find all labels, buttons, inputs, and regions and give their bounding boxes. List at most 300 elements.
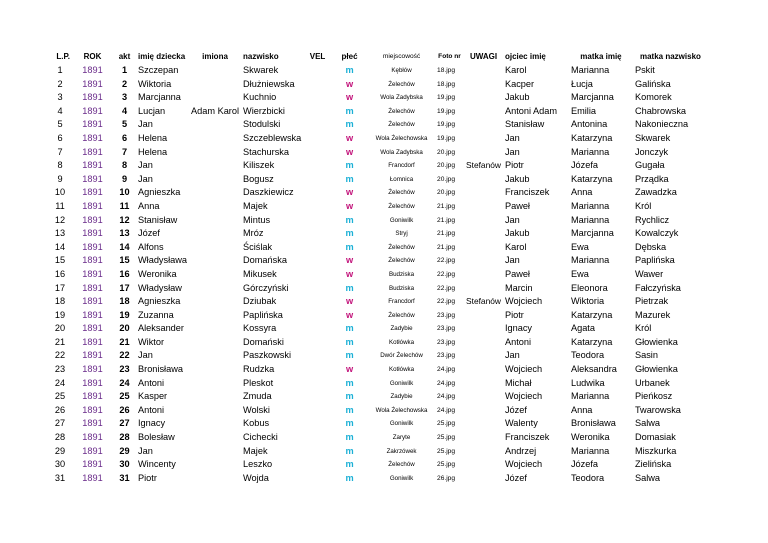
cell-miejscowosc[interactable]: Wola Zadybska	[380, 148, 423, 156]
cell-miejscowosc[interactable]: Goniwilk	[389, 420, 414, 428]
cell-akt[interactable]: 1	[121, 65, 128, 75]
cell-vel[interactable]	[304, 445, 331, 459]
cell-matka-nazwisko[interactable]: Chabrowska	[634, 105, 687, 116]
cell-foto[interactable]: 26.jpg	[437, 474, 455, 482]
header-nazwisko[interactable]: nazwisko	[243, 52, 279, 61]
cell-akt[interactable]: 25	[119, 391, 130, 402]
cell-lp[interactable]: 31	[54, 472, 66, 483]
cell-rok[interactable]: 1891	[82, 459, 103, 470]
cell-imie[interactable]: Stanisław	[138, 214, 178, 225]
cell-foto[interactable]: 21.jpg	[437, 202, 455, 210]
cell-ojciec[interactable]: Józef	[504, 472, 527, 483]
cell-miejscowosc[interactable]: Budziska	[388, 270, 415, 278]
cell-akt[interactable]: 2	[121, 78, 128, 89]
cell-imie[interactable]: Aleksander	[138, 323, 184, 334]
cell-nazwisko[interactable]: Majek	[243, 200, 268, 211]
cell-matka-imie[interactable]: Katarzyna	[570, 309, 613, 320]
cell-ojciec[interactable]: Jakub	[504, 92, 530, 103]
cell-uwagi[interactable]	[464, 309, 503, 323]
cell-matka-imie[interactable]: Józefa	[570, 160, 599, 171]
cell-lp[interactable]: 10	[54, 187, 66, 198]
cell-plec[interactable]: m	[345, 459, 354, 470]
cell-vel[interactable]	[304, 91, 331, 105]
header-lp[interactable]: L.P.	[56, 52, 70, 61]
cell-ojciec[interactable]: Jan	[504, 146, 520, 157]
cell-imiona[interactable]	[189, 377, 241, 391]
cell-imiona[interactable]	[189, 186, 241, 200]
cell-matka-nazwisko[interactable]: Fałczyńska	[634, 282, 681, 293]
cell-uwagi[interactable]	[464, 227, 503, 241]
cell-lp[interactable]: 30	[54, 459, 66, 470]
cell-vel[interactable]	[304, 78, 331, 92]
cell-vel[interactable]	[304, 214, 331, 228]
cell-matka-nazwisko[interactable]: Pskit	[634, 65, 655, 75]
cell-plec[interactable]: w	[345, 187, 354, 198]
cell-imiona[interactable]	[189, 282, 241, 296]
cell-plec[interactable]: m	[345, 65, 354, 75]
cell-imie[interactable]: Helena	[138, 146, 168, 157]
cell-foto[interactable]: 20.jpg	[437, 189, 455, 197]
cell-nazwisko[interactable]: Stachurska	[243, 146, 289, 157]
cell-plec[interactable]: m	[345, 282, 354, 293]
cell-lp[interactable]: 12	[54, 214, 66, 225]
cell-foto[interactable]: 23.jpg	[437, 325, 455, 333]
cell-imie[interactable]: Władysława	[138, 255, 188, 266]
cell-akt[interactable]: 21	[119, 336, 130, 347]
cell-matka-nazwisko[interactable]: Król	[634, 323, 652, 334]
cell-vel[interactable]	[304, 200, 331, 214]
cell-ojciec[interactable]: Kacper	[504, 78, 535, 89]
cell-akt[interactable]: 27	[119, 418, 130, 429]
cell-matka-nazwisko[interactable]: Salwa	[634, 418, 660, 429]
cell-imie[interactable]: Szczepan	[138, 65, 179, 75]
cell-matka-nazwisko[interactable]: Kowalczyk	[634, 228, 679, 239]
cell-foto[interactable]: 22.jpg	[437, 298, 455, 306]
cell-imiona[interactable]	[189, 268, 241, 282]
cell-matka-nazwisko[interactable]: Głowienka	[634, 364, 678, 375]
cell-ojciec[interactable]: Piotr	[504, 309, 524, 320]
cell-imiona[interactable]	[189, 173, 241, 187]
cell-uwagi[interactable]	[464, 91, 503, 105]
cell-imie[interactable]: Jan	[138, 173, 153, 184]
cell-imie[interactable]: Józef	[138, 228, 160, 239]
header-ojciec[interactable]: ojciec imię	[504, 52, 546, 61]
cell-nazwisko[interactable]: Pleskot	[243, 377, 274, 388]
cell-rok[interactable]: 1891	[82, 92, 103, 103]
cell-ojciec[interactable]: Jakub	[504, 228, 530, 239]
cell-rok[interactable]: 1891	[82, 336, 103, 347]
cell-foto[interactable]: 25.jpg	[437, 461, 455, 469]
cell-lp[interactable]: 2	[57, 78, 63, 89]
cell-plec[interactable]: m	[345, 241, 354, 252]
cell-imiona[interactable]	[189, 200, 241, 214]
cell-ojciec[interactable]: Franciszek	[504, 432, 550, 443]
cell-rok[interactable]: 1891	[82, 78, 103, 89]
cell-lp[interactable]: 24	[54, 377, 66, 388]
cell-plec[interactable]: m	[345, 105, 354, 116]
cell-imie[interactable]: Jan	[138, 160, 153, 171]
cell-plec[interactable]: m	[345, 160, 354, 171]
cell-lp[interactable]: 26	[54, 404, 66, 415]
cell-akt[interactable]: 6	[121, 132, 128, 143]
cell-foto[interactable]: 20.jpg	[437, 148, 455, 156]
cell-imiona[interactable]	[189, 132, 241, 146]
cell-matka-nazwisko[interactable]: Domasiak	[634, 432, 676, 443]
cell-akt[interactable]: 17	[119, 282, 130, 293]
cell-vel[interactable]	[304, 64, 331, 78]
header-rok[interactable]: ROK	[83, 52, 102, 61]
cell-plec[interactable]: m	[345, 404, 354, 415]
cell-vel[interactable]	[304, 336, 331, 350]
cell-uwagi[interactable]	[464, 78, 503, 92]
cell-rok[interactable]: 1891	[82, 119, 103, 130]
cell-imiona[interactable]	[189, 146, 241, 160]
cell-vel[interactable]	[304, 241, 331, 255]
cell-rok[interactable]: 1891	[82, 432, 103, 443]
cell-foto[interactable]: 22.jpg	[437, 284, 455, 292]
cell-imie[interactable]: Anna	[138, 200, 160, 211]
cell-matka-imie[interactable]: Antonina	[570, 119, 608, 130]
cell-rok[interactable]: 1891	[82, 282, 103, 293]
cell-matka-imie[interactable]: Bronisława	[570, 418, 616, 429]
cell-plec[interactable]: m	[345, 418, 354, 429]
header-uwagi[interactable]: UWAGI	[469, 52, 498, 61]
cell-ojciec[interactable]: Wojciech	[504, 391, 543, 402]
cell-vel[interactable]	[304, 159, 331, 173]
cell-lp[interactable]: 8	[57, 160, 63, 171]
cell-matka-nazwisko[interactable]: Prządka	[634, 173, 669, 184]
cell-lp[interactable]: 5	[57, 119, 63, 130]
cell-akt[interactable]: 14	[119, 241, 130, 252]
cell-nazwisko[interactable]: Dłużniewska	[243, 78, 295, 89]
cell-foto[interactable]: 25.jpg	[437, 434, 455, 442]
cell-foto[interactable]: 24.jpg	[437, 393, 455, 401]
cell-imiona[interactable]	[189, 64, 241, 78]
cell-plec[interactable]: w	[345, 132, 354, 143]
cell-vel[interactable]	[304, 417, 331, 431]
cell-uwagi[interactable]	[464, 118, 503, 132]
cell-matka-nazwisko[interactable]: Głowienka	[634, 336, 678, 347]
cell-uwagi[interactable]	[464, 322, 503, 336]
cell-plec[interactable]: m	[345, 391, 354, 402]
cell-miejscowosc[interactable]: Francdorf	[388, 298, 415, 306]
cell-lp[interactable]: 4	[57, 105, 63, 116]
cell-miejscowosc[interactable]: Goniwilk	[389, 216, 414, 224]
cell-lp[interactable]: 22	[54, 350, 66, 361]
cell-matka-nazwisko[interactable]: Dębska	[634, 241, 667, 252]
cell-foto[interactable]: 22.jpg	[437, 257, 455, 265]
cell-matka-nazwisko[interactable]: Rychlicz	[634, 214, 670, 225]
cell-matka-nazwisko[interactable]: Sasin	[634, 350, 658, 361]
cell-matka-nazwisko[interactable]: Pieńkosz	[634, 391, 673, 402]
cell-imie[interactable]: Agnieszka	[138, 296, 181, 307]
cell-ojciec[interactable]: Wojciech	[504, 296, 543, 307]
cell-matka-nazwisko[interactable]: Skwarek	[634, 132, 671, 143]
cell-nazwisko[interactable]: Mikusek	[243, 268, 277, 279]
cell-akt[interactable]: 16	[119, 268, 130, 279]
cell-nazwisko[interactable]: Leszko	[243, 459, 273, 470]
cell-ojciec[interactable]: Józef	[504, 404, 527, 415]
cell-foto[interactable]: 19.jpg	[437, 107, 455, 115]
cell-uwagi[interactable]	[464, 132, 503, 146]
cell-miejscowosc[interactable]: Żelechów	[388, 107, 415, 115]
cell-matka-imie[interactable]: Marianna	[570, 65, 610, 75]
cell-imie[interactable]: Marcjanna	[138, 92, 181, 103]
cell-lp[interactable]: 3	[57, 92, 63, 103]
cell-imiona[interactable]	[189, 458, 241, 472]
cell-matka-imie[interactable]: Katarzyna	[570, 173, 613, 184]
cell-akt[interactable]: 3	[121, 92, 128, 103]
cell-matka-imie[interactable]: Anna	[570, 187, 593, 198]
cell-miejscowosc[interactable]: Kębłów	[391, 67, 412, 74]
cell-uwagi[interactable]	[464, 472, 503, 486]
cell-matka-imie[interactable]: Marianna	[570, 200, 610, 211]
cell-imiona[interactable]	[189, 390, 241, 404]
cell-miejscowosc[interactable]: Żelechów	[388, 80, 415, 88]
cell-miejscowosc[interactable]: Goniwilk	[389, 474, 414, 482]
cell-lp[interactable]: 14	[54, 241, 66, 252]
cell-akt[interactable]: 24	[119, 377, 130, 388]
cell-lp[interactable]: 19	[54, 309, 66, 320]
cell-uwagi[interactable]: Stefanów	[466, 160, 501, 171]
cell-akt[interactable]: 22	[119, 350, 130, 361]
cell-rok[interactable]: 1891	[82, 255, 103, 266]
cell-ojciec[interactable]: Wojciech	[504, 364, 543, 375]
cell-imie[interactable]: Władysław	[138, 282, 182, 293]
cell-imiona[interactable]	[189, 254, 241, 268]
cell-miejscowosc[interactable]: Zadybie	[390, 325, 413, 333]
cell-imiona[interactable]	[189, 214, 241, 228]
cell-plec[interactable]: w	[345, 296, 354, 307]
cell-imie[interactable]: Weronika	[138, 268, 177, 279]
cell-imie[interactable]: Antoni	[138, 404, 165, 415]
cell-lp[interactable]: 6	[57, 132, 63, 143]
cell-imiona[interactable]	[189, 159, 241, 173]
cell-ojciec[interactable]: Wojciech	[504, 459, 543, 470]
cell-plec[interactable]: m	[345, 228, 354, 239]
cell-miejscowosc[interactable]: Żelechów	[388, 202, 415, 210]
cell-plec[interactable]: m	[345, 323, 354, 334]
cell-uwagi[interactable]	[464, 282, 503, 296]
cell-vel[interactable]	[304, 295, 331, 309]
cell-akt[interactable]: 11	[119, 200, 130, 211]
cell-lp[interactable]: 9	[57, 173, 63, 184]
cell-foto[interactable]: 23.jpg	[437, 338, 455, 346]
cell-rok[interactable]: 1891	[82, 472, 103, 483]
cell-lp[interactable]: 1	[57, 65, 63, 75]
cell-matka-imie[interactable]: Marianna	[570, 445, 610, 456]
cell-plec[interactable]: m	[345, 445, 354, 456]
cell-ojciec[interactable]: Andrzej	[504, 445, 537, 456]
cell-matka-nazwisko[interactable]: Twarowska	[634, 404, 681, 415]
cell-lp[interactable]: 27	[54, 418, 66, 429]
cell-imiona[interactable]	[189, 336, 241, 350]
cell-uwagi[interactable]	[464, 349, 503, 363]
cell-imie[interactable]: Kasper	[138, 391, 168, 402]
cell-nazwisko[interactable]: Daszkiewicz	[243, 187, 294, 198]
cell-rok[interactable]: 1891	[82, 146, 103, 157]
cell-akt[interactable]: 18	[119, 296, 130, 307]
cell-imie[interactable]: Antoni	[138, 377, 165, 388]
cell-uwagi[interactable]	[464, 390, 503, 404]
cell-rok[interactable]: 1891	[82, 132, 103, 143]
cell-plec[interactable]: m	[345, 336, 354, 347]
cell-lp[interactable]: 7	[57, 146, 63, 157]
cell-ojciec[interactable]: Piotr	[504, 160, 524, 171]
cell-plec[interactable]: w	[345, 92, 354, 103]
cell-akt[interactable]: 4	[121, 105, 128, 116]
cell-foto[interactable]: 19.jpg	[437, 121, 455, 129]
cell-vel[interactable]	[304, 363, 331, 377]
cell-miejscowosc[interactable]: Żelechów	[388, 311, 415, 319]
cell-plec[interactable]: m	[345, 377, 354, 388]
cell-matka-nazwisko[interactable]: Nakonieczna	[634, 119, 689, 130]
cell-lp[interactable]: 18	[54, 296, 66, 307]
cell-matka-imie[interactable]: Teodora	[570, 472, 605, 483]
cell-rok[interactable]: 1891	[82, 418, 103, 429]
cell-imie[interactable]: Piotr	[138, 472, 157, 483]
cell-matka-imie[interactable]: Aleksandra	[570, 364, 617, 375]
cell-nazwisko[interactable]: Dziubak	[243, 296, 277, 307]
cell-nazwisko[interactable]: Kobus	[243, 418, 270, 429]
cell-rok[interactable]: 1891	[82, 268, 103, 279]
header-matka-imie[interactable]: matka imię	[580, 52, 622, 61]
cell-ojciec[interactable]: Paweł	[504, 268, 530, 279]
cell-uwagi[interactable]	[464, 377, 503, 391]
cell-rok[interactable]: 1891	[82, 377, 103, 388]
cell-plec[interactable]: w	[345, 364, 354, 375]
header-akt[interactable]: akt	[118, 52, 131, 61]
cell-imiona[interactable]	[189, 472, 241, 486]
cell-miejscowosc[interactable]: Budziska	[388, 284, 415, 292]
cell-nazwisko[interactable]: Szczeblewska	[243, 132, 302, 143]
cell-lp[interactable]: 16	[54, 268, 66, 279]
cell-imiona[interactable]	[189, 363, 241, 377]
cell-matka-nazwisko[interactable]: Gugała	[634, 160, 665, 171]
cell-rok[interactable]: 1891	[82, 160, 103, 171]
cell-matka-imie[interactable]: Emilia	[570, 105, 596, 116]
cell-vel[interactable]	[304, 105, 331, 119]
cell-nazwisko[interactable]: Domańska	[243, 255, 287, 266]
cell-matka-imie[interactable]: Marianna	[570, 391, 610, 402]
cell-miejscowosc[interactable]: Zakrzówek	[386, 447, 417, 455]
cell-vel[interactable]	[304, 458, 331, 472]
cell-nazwisko[interactable]: Zmuda	[243, 391, 272, 402]
cell-akt[interactable]: 12	[119, 214, 130, 225]
cell-akt[interactable]: 9	[121, 173, 128, 184]
cell-rok[interactable]: 1891	[82, 228, 103, 239]
cell-rok[interactable]: 1891	[82, 200, 103, 211]
header-vel[interactable]: VEL	[309, 52, 326, 61]
cell-lp[interactable]: 25	[54, 391, 66, 402]
cell-matka-nazwisko[interactable]: Galińska	[634, 78, 671, 89]
cell-nazwisko[interactable]: Wojda	[243, 472, 269, 483]
cell-nazwisko[interactable]: Bogusz	[243, 173, 274, 184]
cell-lp[interactable]: 23	[54, 364, 66, 375]
cell-nazwisko[interactable]: Stodulski	[243, 119, 281, 130]
cell-foto[interactable]: 20.jpg	[437, 162, 455, 170]
cell-miejscowosc[interactable]: Stryj	[395, 230, 408, 238]
cell-nazwisko[interactable]: Mintus	[243, 214, 271, 225]
cell-vel[interactable]	[304, 322, 331, 336]
cell-imiona[interactable]	[189, 309, 241, 323]
cell-matka-imie[interactable]: Katarzyna	[570, 132, 613, 143]
header-matka-nazwisko[interactable]: matka nazwisko	[639, 52, 701, 61]
cell-akt[interactable]: 13	[119, 228, 130, 239]
cell-uwagi[interactable]	[464, 241, 503, 255]
cell-matka-imie[interactable]: Wiktoria	[570, 296, 605, 307]
cell-nazwisko[interactable]: Paszkowski	[243, 350, 292, 361]
cell-uwagi[interactable]	[464, 64, 503, 78]
cell-uwagi[interactable]	[464, 268, 503, 282]
cell-imie[interactable]: Wiktor	[138, 336, 165, 347]
cell-matka-imie[interactable]: Teodora	[570, 350, 605, 361]
cell-uwagi[interactable]	[464, 363, 503, 377]
cell-plec[interactable]: w	[345, 200, 354, 211]
cell-foto[interactable]: 19.jpg	[437, 134, 455, 142]
cell-rok[interactable]: 1891	[82, 105, 103, 116]
cell-vel[interactable]	[304, 377, 331, 391]
header-miejscowosc[interactable]: miejscowość	[382, 53, 421, 60]
cell-uwagi[interactable]	[464, 105, 503, 119]
cell-miejscowosc[interactable]: Żelechów	[388, 243, 415, 251]
cell-uwagi[interactable]	[464, 200, 503, 214]
cell-miejscowosc[interactable]: Żelechów	[388, 189, 415, 197]
cell-akt[interactable]: 10	[119, 187, 130, 198]
cell-foto[interactable]: 18.jpg	[437, 67, 455, 74]
cell-vel[interactable]	[304, 186, 331, 200]
cell-imie[interactable]: Bolesław	[138, 432, 175, 443]
cell-foto[interactable]: 23.jpg	[437, 352, 455, 360]
cell-ojciec[interactable]: Jan	[504, 350, 520, 361]
cell-akt[interactable]: 15	[119, 255, 130, 266]
cell-rok[interactable]: 1891	[82, 404, 103, 415]
cell-imiona[interactable]	[189, 445, 241, 459]
cell-rok[interactable]: 1891	[82, 391, 103, 402]
cell-lp[interactable]: 28	[54, 432, 66, 443]
cell-rok[interactable]: 1891	[82, 309, 103, 320]
cell-plec[interactable]: m	[345, 432, 354, 443]
cell-uwagi[interactable]	[464, 431, 503, 445]
cell-nazwisko[interactable]: Paplińska	[243, 309, 283, 320]
cell-rok[interactable]: 1891	[82, 445, 103, 456]
cell-plec[interactable]: w	[345, 255, 354, 266]
cell-foto[interactable]: 18.jpg	[437, 80, 455, 88]
header-imie[interactable]: imię dziecka	[138, 52, 186, 61]
cell-foto[interactable]: 20.jpg	[437, 175, 455, 183]
cell-imie[interactable]: Helena	[138, 132, 168, 143]
cell-plec[interactable]: m	[345, 214, 354, 225]
header-imiona[interactable]: imiona	[202, 52, 228, 61]
cell-akt[interactable]: 28	[119, 432, 130, 443]
cell-imie[interactable]: Jan	[138, 445, 153, 456]
cell-imie[interactable]: Lucjan	[138, 105, 166, 116]
cell-imiona[interactable]	[189, 417, 241, 431]
cell-matka-imie[interactable]: Marianna	[570, 146, 610, 157]
cell-nazwisko[interactable]: Cichecki	[243, 432, 278, 443]
cell-uwagi[interactable]	[464, 336, 503, 350]
cell-vel[interactable]	[304, 173, 331, 187]
cell-matka-nazwisko[interactable]: Zawadzka	[634, 187, 677, 198]
cell-plec[interactable]: w	[345, 78, 354, 89]
cell-miejscowosc[interactable]: Zaryte	[392, 434, 411, 442]
cell-plec[interactable]: w	[345, 309, 354, 320]
cell-imiona[interactable]: Adam Karol	[191, 105, 240, 116]
cell-miejscowosc[interactable]: Francdorf	[388, 162, 415, 170]
cell-matka-imie[interactable]: Ewa	[570, 241, 589, 252]
cell-miejscowosc[interactable]: Goniwilk	[389, 379, 414, 387]
cell-foto[interactable]: 24.jpg	[437, 406, 455, 414]
